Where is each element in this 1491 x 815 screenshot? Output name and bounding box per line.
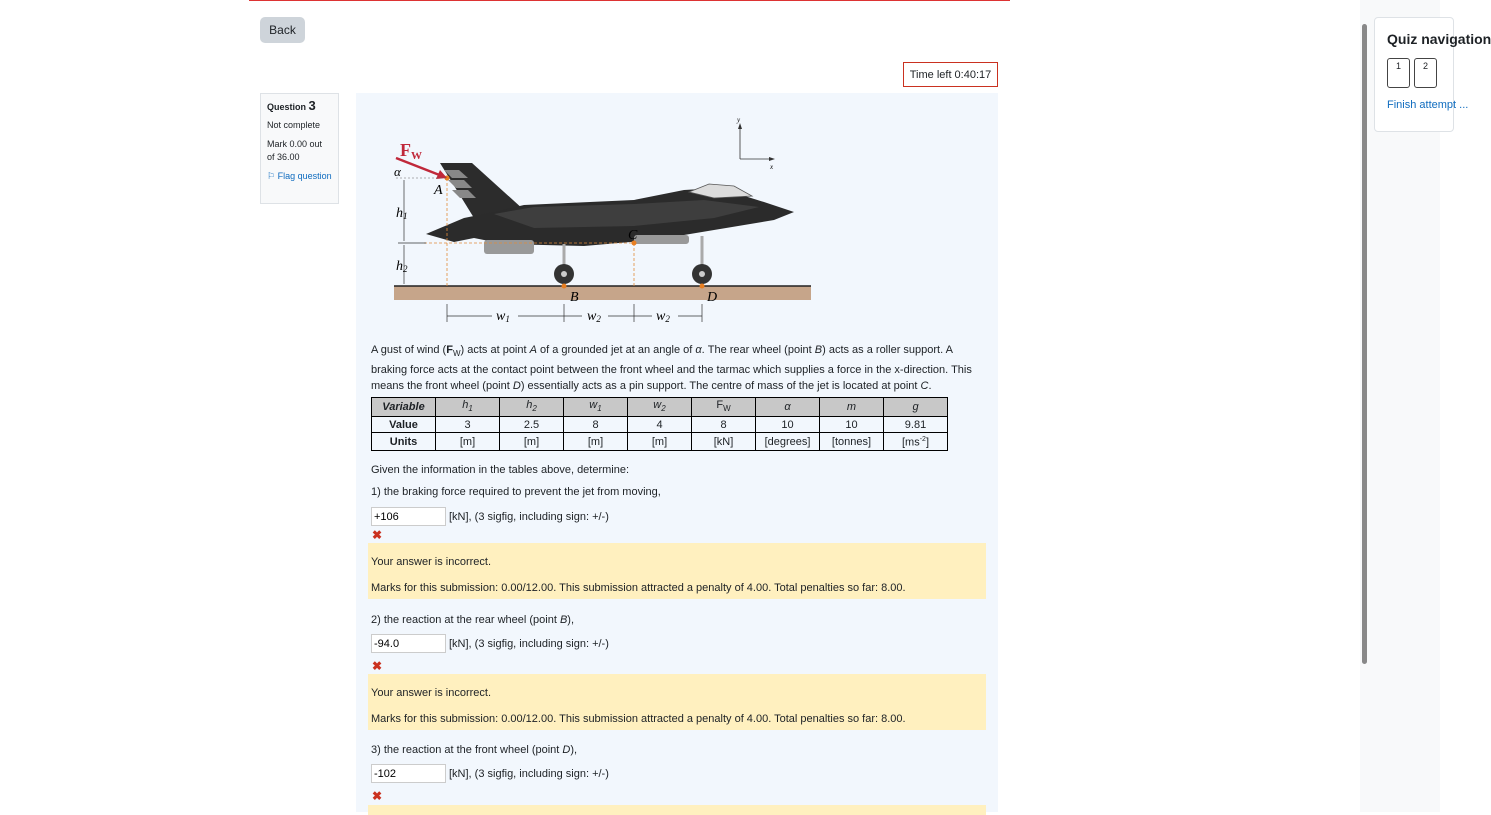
question-info — [260, 93, 339, 204]
point-c-label: C — [628, 228, 638, 243]
axes-indicator — [736, 116, 775, 171]
part-2-question: 2) the reaction at the rear wheel (point B), — [371, 614, 575, 626]
part-2-feedback — [368, 674, 986, 730]
question-grade: Mark 0.00 out of 36.00 — [267, 139, 323, 162]
flag-icon: ⚐ — [267, 171, 276, 181]
svg-text:h1: h1 — [396, 206, 408, 221]
point-a-label: A — [434, 183, 443, 198]
finish-attempt-link[interactable]: Finish attempt ... — [1387, 99, 1469, 111]
quiz-nav-question-1[interactable]: 1 — [1387, 58, 1410, 88]
part-3-unit-hint: [kN], (3 sigfig, including sign: +/-) — [449, 767, 609, 780]
table-row: Units [m] [m] [m] [m] [kN] [degrees] [tonnes] $[ms^{-2}]$ — [372, 433, 948, 451]
w2-label-2: w — [656, 309, 666, 324]
jet-diagram — [384, 108, 804, 330]
feedback-message: Your answer is incorrect. — [371, 687, 492, 699]
svg-text:w1: w1 — [496, 309, 510, 324]
w1-label: w — [496, 309, 506, 324]
back-button[interactable]: Back — [260, 17, 305, 43]
part-1-question: 1) the braking force required to prevent the jet from moving, — [371, 486, 661, 498]
variables-table — [371, 397, 948, 451]
page-scrollbar[interactable] — [1362, 24, 1367, 664]
h2-label: h — [396, 259, 403, 274]
part-3-answer-row — [371, 764, 609, 783]
h1-label: h — [396, 206, 403, 221]
feedback-marks: Marks for this submission: 0.00/12.00. This submission attracted a penalty of 4.00. Total penalties so far: 8.00. — [371, 713, 906, 725]
given-text: Given the information in the tables above, determine: — [371, 464, 630, 476]
feedback-marks: Marks for this submission: 0.00/12.00. This submission attracted a penalty of 4.00. Total penalties so far: 8.00. — [371, 582, 906, 594]
question-content — [356, 93, 998, 812]
table-row: Value 3 2.5 8 4 8 10 10 9.81 — [372, 417, 948, 433]
incorrect-icon: ✖ — [372, 789, 383, 803]
point-b-label: B — [570, 290, 579, 305]
svg-text:w2: w2 — [587, 309, 601, 324]
quiz-navigation-block — [1374, 17, 1491, 132]
quiz-navigation-title: Quiz navigation — [1387, 31, 1491, 47]
question-state: Not complete — [267, 120, 321, 130]
svg-text:w2: w2 — [656, 309, 670, 324]
part-3-question: 3) the reaction at the front wheel (point D), — [371, 744, 578, 756]
part-1-answer-input[interactable] — [371, 507, 446, 526]
part-3-answer-input[interactable] — [371, 764, 446, 783]
svg-text:h2: h2 — [396, 259, 408, 274]
flag-question-link[interactable]: ⚐ Flag question — [267, 171, 332, 181]
feedback-message: Your answer is incorrect. — [371, 556, 492, 568]
part-1-unit-hint: [kN], (3 sigfig, including sign: +/-) — [449, 510, 609, 523]
question-number: Question 3 — [267, 98, 316, 113]
quiz-timer: Time left 0:40:17 — [903, 62, 998, 87]
axis-y-label: y — [737, 116, 741, 124]
question-prompt: A gust of wind $(F_W)$ acts at point A of a grounded jet at an angle of α. The rear wheel (point B) acts as a roller support. A braking force acts at the contact point between the front wheel and the tarmac which supplies a force in the x-direction. This means the front wheel (point D) essentially acts as a pin support. The centre of mass of the jet is located at point C. — [371, 344, 972, 393]
w2-label-1: w — [587, 309, 597, 324]
alpha-label: α — [394, 164, 401, 179]
force-label: F — [400, 140, 411, 160]
point-d-label: D — [707, 290, 718, 305]
quiz-nav-question-2[interactable]: 2 — [1414, 58, 1437, 88]
part-2-unit-hint: [kN], (3 sigfig, including sign: +/-) — [449, 637, 609, 650]
incorrect-icon: ✖ — [372, 659, 383, 673]
part-2-answer-input[interactable] — [371, 634, 446, 653]
incorrect-icon: ✖ — [372, 528, 383, 542]
part-1-answer-row — [371, 507, 609, 526]
part-3-feedback — [368, 805, 986, 815]
part-1-feedback — [368, 543, 986, 599]
tarmac — [394, 286, 811, 300]
svg-text:FW — [400, 140, 422, 162]
table-header-row: Variable $h_1$ $h_2$ $w_1$ $w_2$ $F_W$ α m g — [372, 398, 948, 417]
axis-x-label: x — [770, 163, 774, 171]
part-2-answer-row — [371, 634, 609, 653]
force-subscript: W — [411, 150, 422, 162]
top-rule — [249, 0, 1010, 1]
